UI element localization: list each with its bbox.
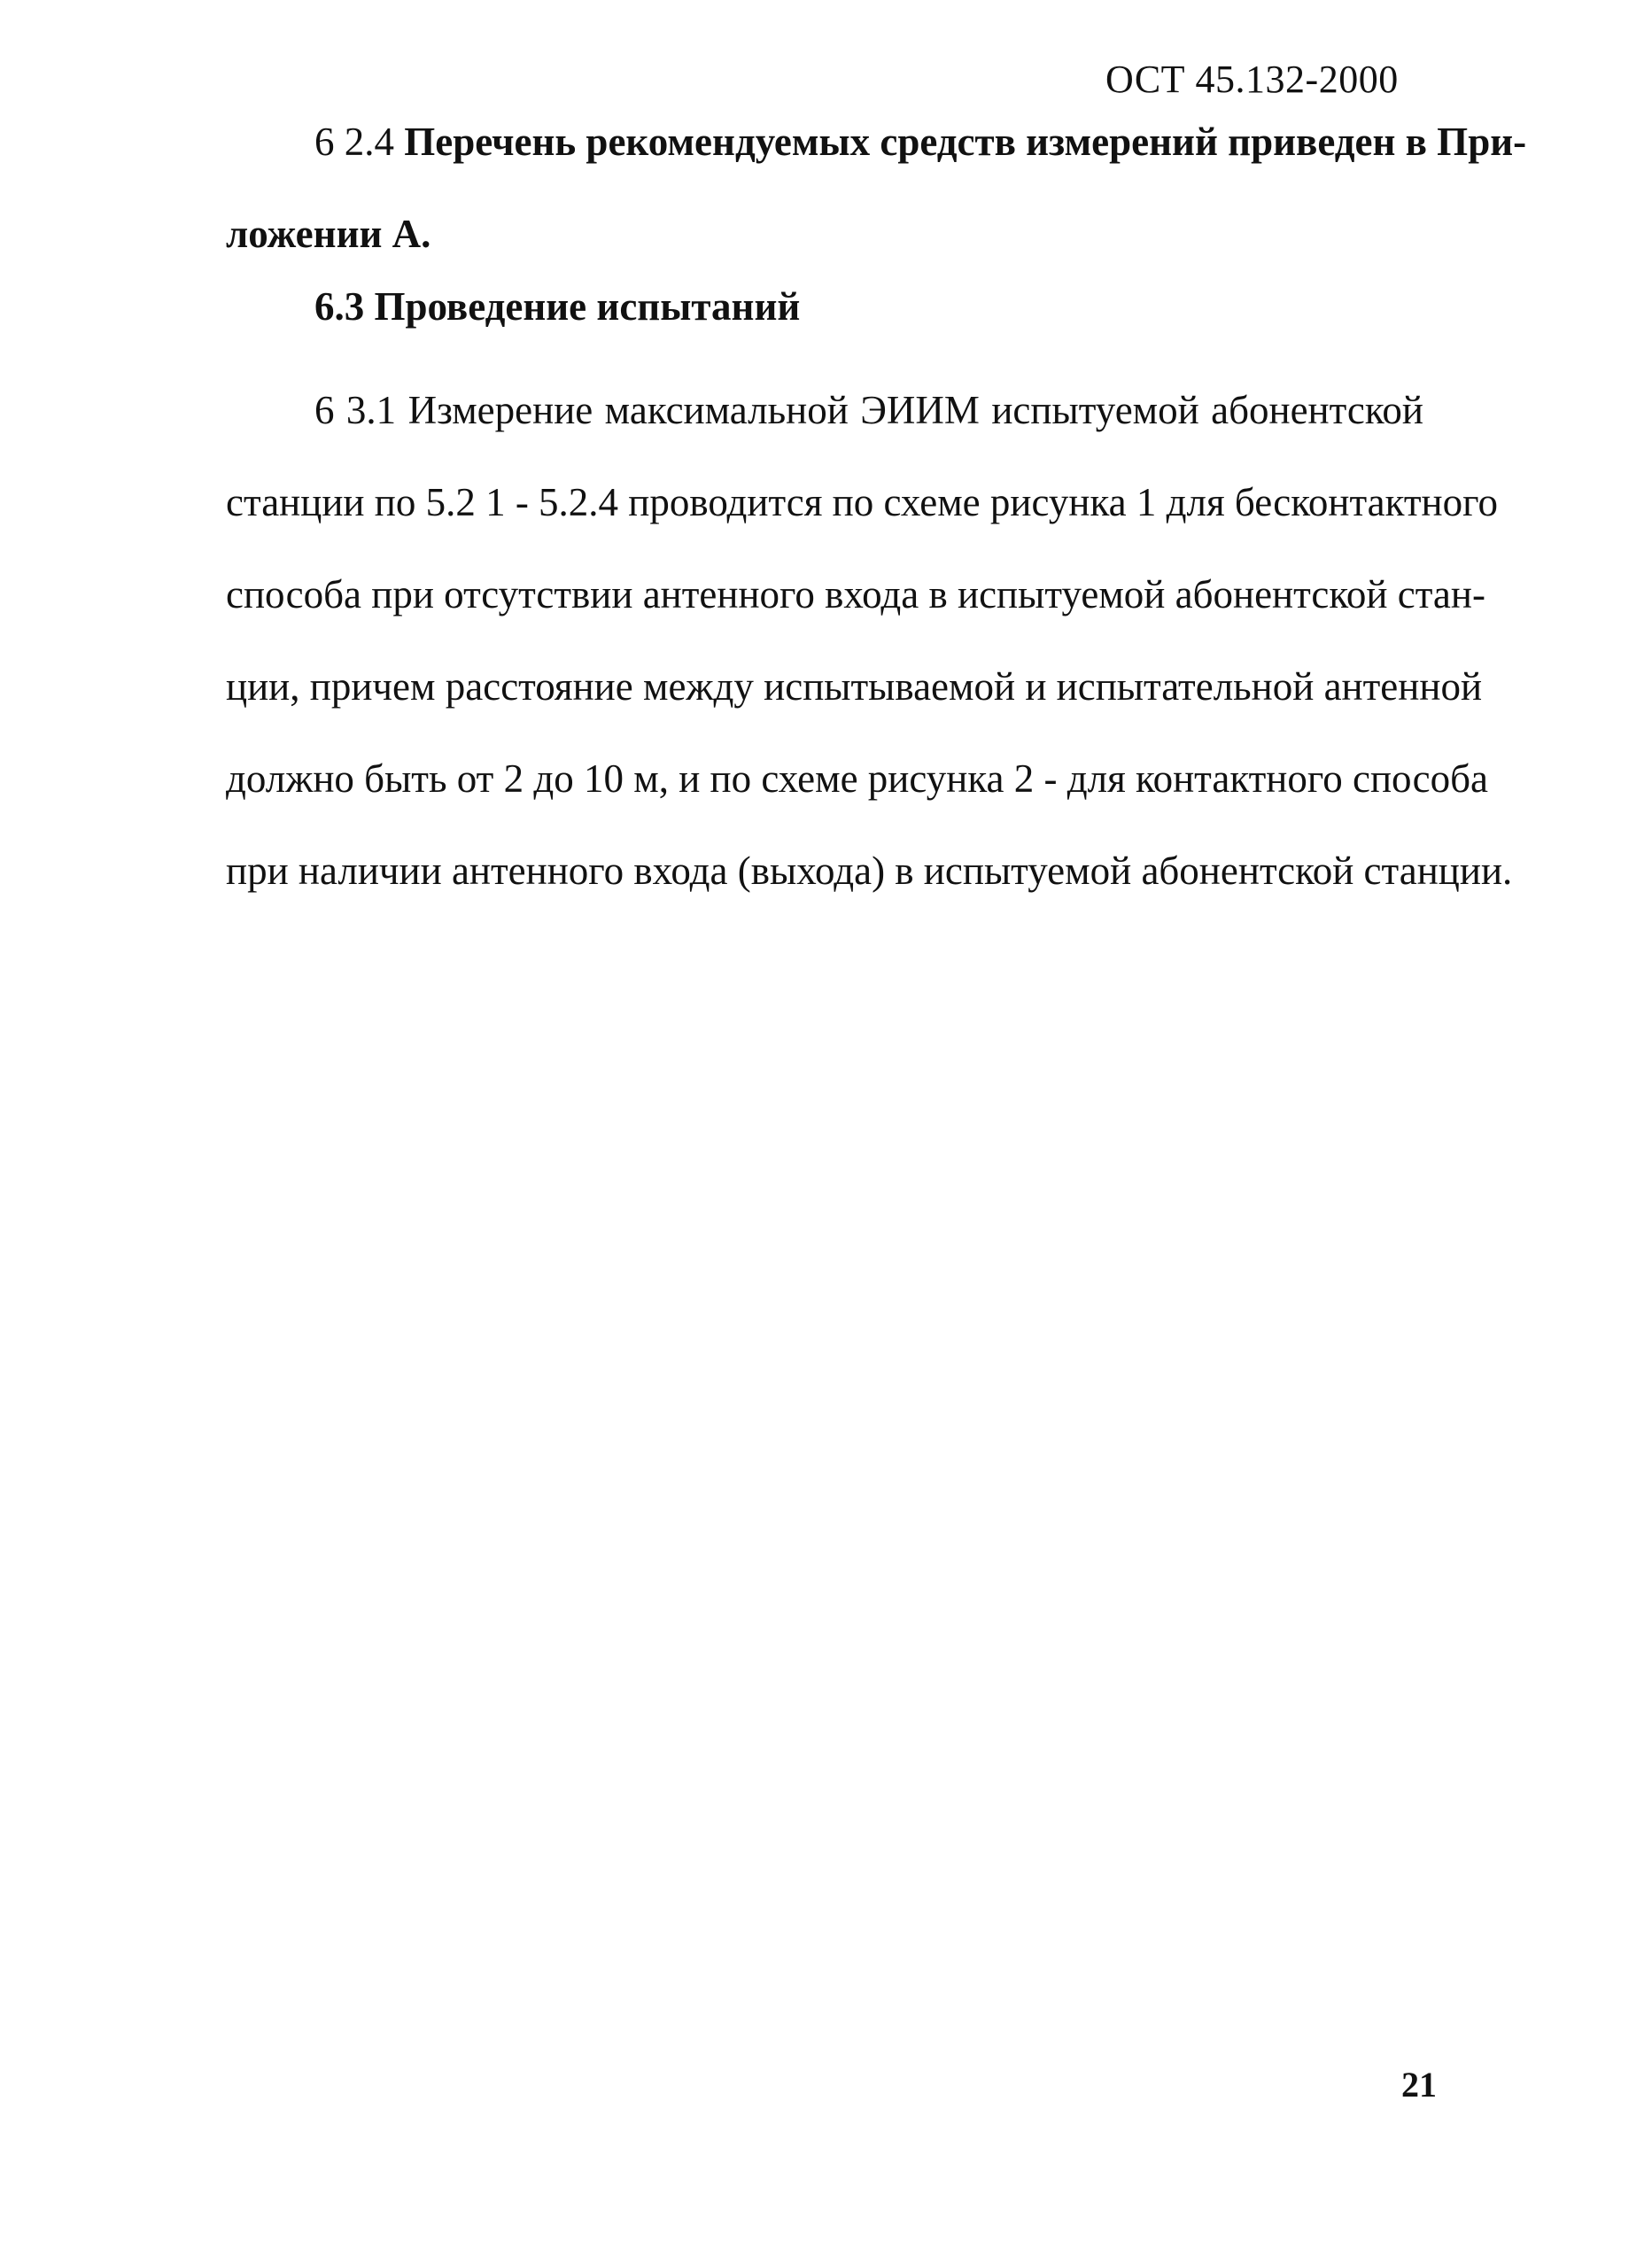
paragraph-6-2-4-number: 6 2.4 (314, 120, 394, 164)
paragraph-6-2-4-text-line-1: Перечень рекомендуемых средств измерений приведен в При- (404, 120, 1527, 164)
paragraph-6-3-1-line-6: при наличии антенного входа (выхода) в испытуемой абонентской станции. (226, 849, 1513, 893)
paragraph-6-2-4-text-line-2: ложении А. (226, 212, 431, 256)
section-heading-6-3: 6.3 Проведение испытаний (314, 284, 801, 329)
page-number: 21 (1401, 2065, 1437, 2105)
paragraph-6-2-4 (226, 96, 1527, 280)
paragraph-6-3-1-line-5: должно быть от 2 до 10 м, и по схеме рисунка 2 - для контактного способа (226, 756, 1488, 801)
paragraph-6-2-4-line-1 (226, 96, 1527, 188)
paragraph-6-3-1 (226, 364, 1513, 917)
paragraph-6-3-1-line-4: ции, причем расстояние между испытываемой и испытательной антенной (226, 664, 1483, 709)
document-code-header: ОСТ 45.132-2000 (1105, 58, 1399, 101)
paragraph-6-3-1-line-1: 6 3.1 Измерение максимальной ЭИИМ испытуемой абонентской (314, 388, 1423, 432)
paragraph-6-3-1-line-2: станции по 5.2 1 - 5.2.4 проводится по схеме рисунка 1 для бесконтактного (226, 480, 1498, 524)
paragraph-6-3-1-line-3: способа при отсутствии антенного входа в испытуемой абонентской стан- (226, 572, 1485, 616)
